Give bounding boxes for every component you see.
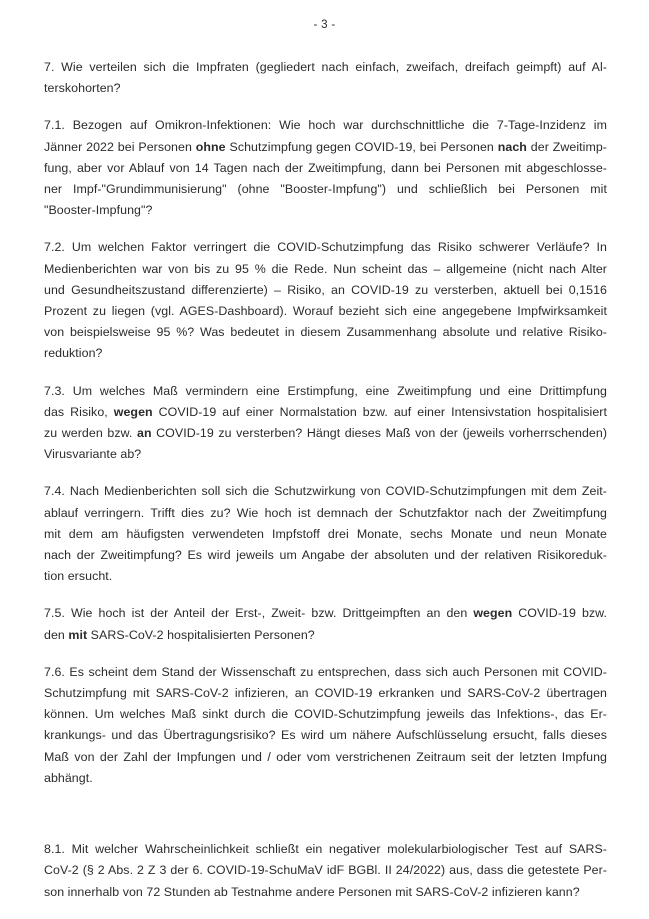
text-line: reduktion? xyxy=(44,346,103,361)
text-line: 7.1. Bezogen auf Omikron-Infektionen: Wie hoch war durchschnittliche die 7-Tage-Inzidenz im xyxy=(44,118,607,133)
text-line: zu werden bzw. an COVID-19 zu versterben? Hängt dieses Maß von der (jeweils vorherrschenden) xyxy=(44,426,608,441)
text-line: 7.4. Nach Medienberichten soll sich die Schutzwirkung von COVID-Schutzimpfungen mit dem Zeit- xyxy=(44,484,607,499)
text-line: 7.6. Es scheint dem Stand der Wissenschaft zu entsprechen, dass sich auch Personen mit COVID- xyxy=(44,664,607,679)
text-line: tion ersucht. xyxy=(44,569,113,584)
text-line: den mit SARS-CoV-2 hospitalisierten Personen? xyxy=(44,627,315,642)
text-line: Jänner 2022 bei Personen ohne Schutzimpfung gegen COVID-19, bei Personen nach der Zweitimp- xyxy=(44,139,607,154)
paragraph-q7-3 xyxy=(44,381,607,466)
text-line: abhängt. xyxy=(44,770,93,785)
document-body xyxy=(44,57,607,919)
text-line: von beispielsweise 95 %? Was bedeutet in diesem Zusammenhang absolute und relative Risiko- xyxy=(44,325,607,340)
text-line: ablauf verringern. Trifft dies zu? Wie hoch ist demnach der Schutzfaktor nach der Zweitimpfung xyxy=(44,505,607,520)
text-line: ner Impf-"Grundimmunisierung" (ohne "Booster-Impfung") und schließlich bei Personen mit xyxy=(44,182,607,197)
paragraph-q7-4 xyxy=(44,481,607,587)
paragraph-q7-5 xyxy=(44,603,607,645)
page-number-header: - 3 - xyxy=(313,19,336,31)
text-line: das Risiko, wegen COVID-19 auf einer Normalstation bzw. auf einer Intensivstation hospitalisiert xyxy=(44,404,607,419)
paragraph-q8-1 xyxy=(44,839,607,903)
text-line: 7.3. Um welches Maß vermindern eine Erstimpfung, eine Zweitimpfung und eine Drittimpfung xyxy=(44,383,607,398)
text-line: son innerhalb von 72 Stunden ab Testnahme andere Personen mit SARS-CoV-2 infizieren kann? xyxy=(44,884,580,899)
paragraph-q7-6 xyxy=(44,662,607,789)
text-line: können. Um welches Maß sinkt durch die COVID-Schutzimpfung jeweils das Infektions-, das Er- xyxy=(44,707,607,722)
text-line: 7.5. Wie hoch ist der Anteil der Erst-, Zweit- bzw. Drittgeimpften an den wegen COVID-19 bzw. xyxy=(44,606,607,621)
text-line: Prozent zu liegen (vgl. AGES-Dashboard). Worauf bezieht sich eine angegebene Impfwirksamkeit xyxy=(44,304,607,319)
paragraph-q7-2 xyxy=(44,237,607,364)
text-line: 7. Wie verteilen sich die Impfraten (gegliedert nach einfach, zweifach, dreifach geimpft) auf Al- xyxy=(44,60,607,74)
text-line: und Gesundheitszustand differenzierte) – Risiko, an COVID-19 zu versterben, aktuell bei 0,1516 xyxy=(44,282,607,297)
text-line: krankungs- und das Übertragungsrisiko? Es wird um nähere Aufschlüsselung ersucht, falls dieses xyxy=(44,728,607,743)
text-line: terskohorten? xyxy=(44,81,121,96)
text-line: "Booster-Impfung"? xyxy=(44,203,153,218)
paragraph-q7-1 xyxy=(44,115,607,221)
section-spacer xyxy=(44,805,607,839)
text-line: Virusvariante ab? xyxy=(44,447,142,462)
text-line: CoV-2 (§ 2 Abs. 2 Z 3 der 6. COVID-19-SchuMaV idF BGBl. II 24/2022) aus, dass die getestete Per- xyxy=(44,863,607,878)
text-line: mit dem am häufigsten verwendeten Impfstoff drei Monate, sechs Monate und neun Monate xyxy=(44,526,607,541)
text-line: 7.2. Um welchen Faktor verringert die COVID-Schutzimpfung das Risiko schwerer Verläufe? In xyxy=(44,240,607,255)
text-line: nach der Zweitimpfung? Es wird jeweils um Angabe der absoluten und der relativen Risikoreduk- xyxy=(44,548,607,563)
text-line: fung, aber vor Ablauf von 14 Tagen nach der Zweitimpfung, dann bei Personen mit abgeschlosse- xyxy=(44,160,607,175)
paragraph-q7 xyxy=(44,57,607,99)
text-line: Medienberichten war von bis zu 95 % die Rede. Nun scheint das – allgemeine (nicht nach Alter xyxy=(44,261,607,276)
text-line: 8.1. Mit welcher Wahrscheinlichkeit schließt ein negativer molekularbiologischer Test auf SARS- xyxy=(44,842,607,857)
text-line: Maß von der Zahl der Impfungen und / oder vom verstrichenen Zeitraum seit der letzten Impfung xyxy=(44,749,607,764)
text-line: Schutzimpfung mit SARS-CoV-2 infizieren, an COVID-19 erkranken und SARS-CoV-2 übertragen xyxy=(44,686,607,701)
